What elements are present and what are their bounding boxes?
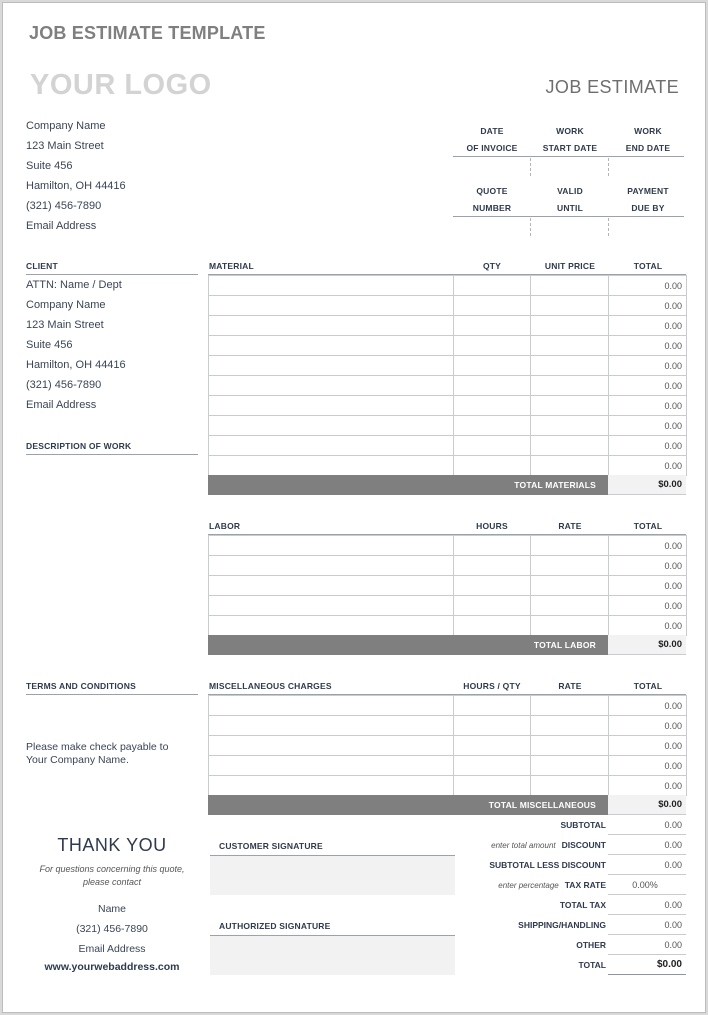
labor-col-total: TOTAL (633, 521, 663, 531)
materials-col-material: MATERIAL (209, 261, 254, 271)
contact-email[interactable]: Email Address (78, 943, 146, 955)
client-company[interactable]: Company Name (26, 299, 106, 311)
description-heading: DESCRIPTION OF WORK (26, 441, 132, 451)
thank-you-title: THANK YOU (57, 835, 167, 855)
table-row: 0.00 (209, 456, 687, 476)
company-name[interactable]: Company Name (26, 120, 106, 132)
labor-col-rate: RATE (558, 521, 582, 531)
company-info (26, 116, 126, 236)
labor-table (208, 535, 687, 636)
client-email[interactable]: Email Address (26, 399, 97, 411)
table-row: 0.00 (209, 776, 687, 796)
terms-text[interactable]: Please make check payable to Your Company Name. (26, 741, 169, 766)
summary-shipping[interactable]: SHIPPING/HANDLING 0.00 (459, 915, 686, 935)
table-row: 0.00 (209, 376, 687, 396)
summary-total-tax: TOTAL TAX 0.00 (459, 895, 686, 915)
summary-subtotal: SUBTOTAL 0.00 (459, 815, 686, 835)
table-row: 0.00 (209, 396, 687, 416)
table-row: 0.00 (209, 436, 687, 456)
company-city[interactable]: Hamilton, OH 44416 (26, 180, 126, 192)
document-title: JOB ESTIMATE TEMPLATE (29, 23, 266, 43)
labor-col-hours: HOURS (476, 521, 508, 531)
client-phone[interactable]: (321) 456-7890 (26, 379, 102, 391)
total-labor-label: TOTAL LABOR (208, 635, 608, 655)
table-row: 0.00 (209, 276, 687, 296)
table-row: 0.00 (209, 616, 687, 636)
summary-tax-rate[interactable]: enter percentage TAX RATE 0.00% (459, 875, 686, 895)
website-link[interactable]: www.yourwebaddress.com (44, 961, 180, 973)
table-row: 0.00 (209, 736, 687, 756)
client-heading: CLIENT (26, 261, 58, 271)
materials-col-unit-price: UNIT PRICE (544, 261, 596, 271)
contact-note: For questions concerning this quote, please contact (39, 864, 185, 887)
table-row: 0.00 (209, 576, 687, 596)
table-row: 0.00 (209, 596, 687, 616)
client-street[interactable]: 123 Main Street (26, 319, 104, 331)
table-row: 0.00 (209, 716, 687, 736)
customer-signature-label: CUSTOMER SIGNATURE (219, 841, 323, 851)
labor-col-labor: LABOR (209, 521, 241, 531)
total-misc-label: TOTAL MISCELLANEOUS (208, 795, 608, 815)
summary-discount[interactable]: enter total amount DISCOUNT 0.00 (459, 835, 686, 855)
authorized-signature-field[interactable] (210, 935, 455, 975)
logo-placeholder: YOUR LOGO (30, 69, 212, 101)
summary-subtotal-less-discount: SUBTOTAL LESS DISCOUNT 0.00 (459, 855, 686, 875)
customer-signature-field[interactable] (210, 855, 455, 895)
misc-table (208, 695, 687, 796)
terms-heading: TERMS AND CONDITIONS (26, 681, 136, 691)
meta-work-end-date: WORK END DATE (625, 126, 671, 153)
summary-total: TOTAL $0.00 (459, 955, 686, 975)
company-email[interactable]: Email Address (26, 220, 97, 232)
company-suite[interactable]: Suite 456 (26, 160, 73, 172)
table-row: 0.00 (209, 416, 687, 436)
table-row: 0.00 (209, 536, 687, 556)
contact-phone[interactable]: (321) 456-7890 (76, 923, 148, 935)
summary-other[interactable]: OTHER 0.00 (459, 935, 686, 955)
table-row: 0.00 (209, 296, 687, 316)
client-attn[interactable]: ATTN: Name / Dept (26, 279, 122, 291)
meta-quote-number: QUOTE NUMBER (472, 186, 512, 213)
estimate-page (2, 2, 706, 1013)
misc-col-total: TOTAL (633, 681, 663, 691)
table-row: 0.00 (209, 336, 687, 356)
total-labor-value: $0.00 (608, 635, 686, 655)
table-row: 0.00 (209, 556, 687, 576)
meta-payment-due-by: PAYMENT DUE BY (627, 186, 669, 213)
client-suite[interactable]: Suite 456 (26, 339, 73, 351)
total-misc-value: $0.00 (608, 795, 686, 815)
total-materials-value: $0.00 (608, 475, 686, 495)
meta-date-of-invoice: DATE OF INVOICE (466, 126, 518, 153)
materials-col-qty: QTY (482, 261, 502, 271)
table-row: 0.00 (209, 316, 687, 336)
table-row: 0.00 (209, 696, 687, 716)
client-city[interactable]: Hamilton, OH 44416 (26, 359, 126, 371)
misc-col-charges: MISCELLANEOUS CHARGES (209, 681, 332, 691)
table-row: 0.00 (209, 356, 687, 376)
misc-col-rate: RATE (558, 681, 582, 691)
meta-work-start-date: WORK START DATE (542, 126, 598, 153)
meta-row1-line (453, 156, 684, 157)
meta-row2-line (453, 216, 684, 217)
company-street[interactable]: 123 Main Street (26, 140, 104, 152)
materials-col-total: TOTAL (633, 261, 663, 271)
total-materials-label: TOTAL MATERIALS (208, 475, 608, 495)
contact-name[interactable]: Name (97, 903, 126, 915)
meta-valid-until: VALID UNTIL (556, 186, 584, 213)
table-row: 0.00 (209, 756, 687, 776)
contact-details (26, 899, 198, 959)
materials-table (208, 275, 687, 476)
misc-col-hours-qty: HOURS / QTY (463, 681, 521, 691)
client-info (26, 275, 126, 415)
estimate-title: JOB ESTIMATE (545, 77, 679, 97)
company-phone[interactable]: (321) 456-7890 (26, 200, 102, 212)
authorized-signature-label: AUTHORIZED SIGNATURE (219, 921, 331, 931)
